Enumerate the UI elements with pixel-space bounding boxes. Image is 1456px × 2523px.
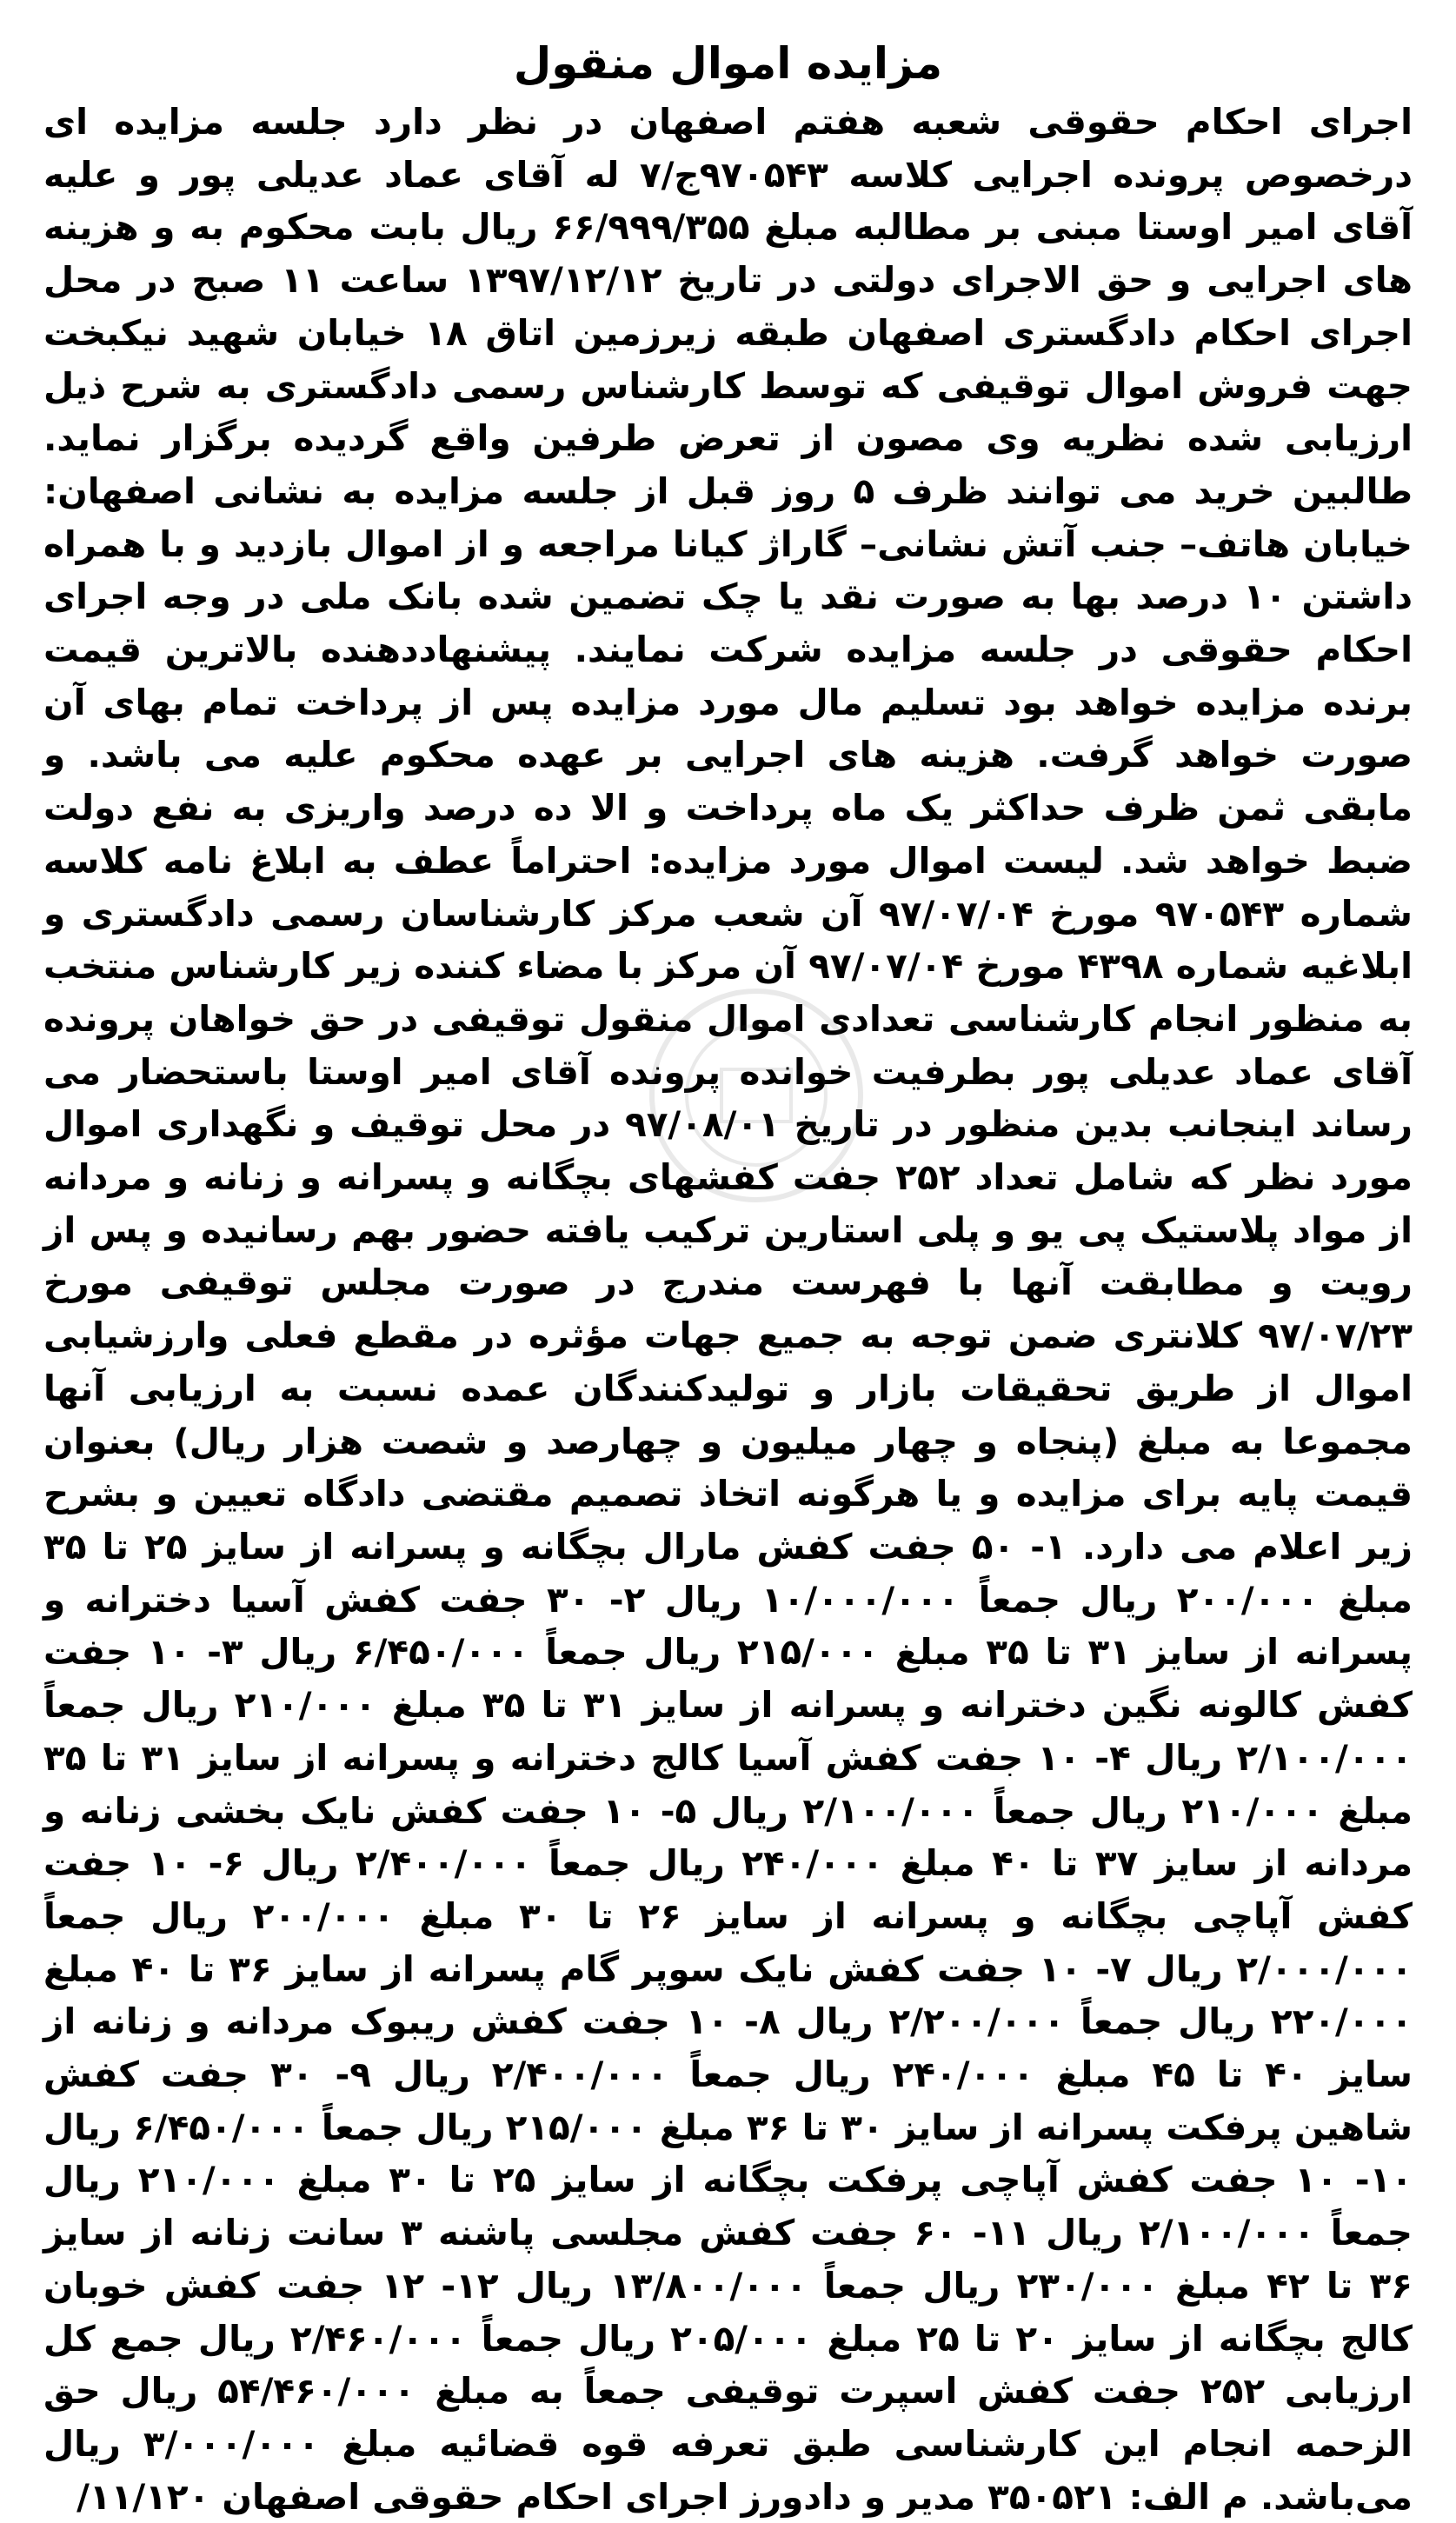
notice-title: مزایده اموال منقول	[513, 38, 943, 89]
notice-body: اجرای احکام حقوقی شعبه هفتم اصفهان در نظر دارد جلسه مزایده ای درخصوص پرونده اجرایی کلاسه ۹۷۰۵۴۳ج/۷ له آقای عماد عدیلی پور و علیه آقای امیر اوستا مبنی بر مطالبه مبلغ ۶۶/۹۹۹/۳۵۵ ریال بابت محکوم به و هزینه های اجرایی و حق الاجرای دولتی در تاریخ ۱۳۹۷/۱۲/۱۲ ساعت ۱۱ صبح در محل اجرای احکام دادگستری اصفهان طبقه زیرزمین اتاق ۱۸ خیابان شهید نیکبخت جهت فروش اموال توقیفی که توسط کارشناس رسمی دادگستری به شرح ذیل ارزیابی شده نظریه وی مصون از تعرض طرفین واقع گردیده برگزار نماید. طالبین خرید می توانند ظرف ۵ روز قبل از جلسه مزایده به نشانی اصفهان: خیابان هاتف– جنب آتش نشانی– گاراژ کیانا مراجعه و از اموال بازدید و با همراه داشتن ۱۰ درصد بها به صورت نقد یا چک تضمین شده بانک ملی در وجه اجرای احکام حقوقی در جلسه مزایده شرکت نمایند. پیشنهاددهنده بالاترین قیمت برنده مزایده خواهد بود تسلیم مال مورد مزایده پس از پرداخت تمام بهای آن صورت خواهد گرفت. هزینه های اجرایی بر عهده محکوم علیه می باشد. و مابقی ثمن ظرف حداکثر یک ماه پرداخت و الا ده درصد واریزی به نفع دولت ضبط خواهد شد. لیست اموال مورد مزایده: احتراماً عطف به ابلاغ نامه کلاسه شماره ۹۷۰۵۴۳ مورخ ۹۷/۰۷/۰۴ آن شعب مرکز کارشناسان رسمی دادگستری و ابلاغیه شماره ۴۳۹۸ مورخ ۹۷/۰۷/۰۴ آن مرکز با مضاء کننده زیر کارشناس منتخب به منظور انجام کارشناسی تعدادی اموال منقول توقیفی در حق خواهان پرونده آقای عماد عدیلی پور بطرفیت خوانده پرونده آقای امیر اوستا باستحضار می رساند اینجانب بدین منظور در تاریخ ۹۷/۰۸/۰۱ در محل توقیف و نگهداری اموال مورد نظر که شامل تعداد ۲۵۲ جفت کفشهای بچگانه و پسرانه و زنانه و مردانه از مواد پلاستیک پی یو و پلی استارین ترکیب یافته حضور بهم رسانیده و پس از رویت و مطابقت آنها با فهرست مندرج در صورت مجلس توقیفی مورخ ۹۷/۰۷/۲۳ کلانتری ضمن توجه به جمیع جهات مؤثره در مقطع فعلی وارزشیابی اموال از طریق تحقیقات بازار و تولیدکنندگان عمده نسبت به ارزیابی آنها مجموعا به مبلغ (پنجاه و چهار میلیون و چهارصد و شصت هزار ریال) بعنوان قیمت پایه برای مزایده و یا هرگونه اتخاذ تصمیم مقتضی دادگاه تعیین و بشرح زیر اعلام می دارد. ۱- ۵۰ جفت کفش مارال بچگانه و پسرانه از سایز ۲۵ تا ۳۵ مبلغ ۲۰۰/۰۰۰ ریال جمعاً ۱۰/۰۰۰/۰۰۰ ریال ۲- ۳۰ جفت کفش آسیا دخترانه و پسرانه از سایز ۳۱ تا ۳۵ مبلغ ۲۱۵/۰۰۰ ریال جمعاً ۶/۴۵۰/۰۰۰ ریال ۳- ۱۰ جفت کفش کالونه نگین دخترانه و پسرانه از سایز ۳۱ تا ۳۵ مبلغ ۲۱۰/۰۰۰ ریال جمعاً ۲/۱۰۰/۰۰۰ ریال ۴- ۱۰ جفت کفش آسیا کالج دخترانه و پسرانه از سایز ۳۱ تا ۳۵ مبلغ ۲۱۰/۰۰۰ ریال جمعاً ۲/۱۰۰/۰۰۰ ریال ۵- ۱۰ جفت کفش نایک بخشی زنانه و مردانه از سایز ۳۷ تا ۴۰ مبلغ ۲۴۰/۰۰۰ ریال جمعاً ۲/۴۰۰/۰۰۰ ریال ۶- ۱۰ جفت کفش آپاچی بچگانه و پسرانه از سایز ۲۶ تا ۳۰ مبلغ ۲۰۰/۰۰۰ ریال جمعاً ۲/۰۰۰/۰۰۰ ریال ۷- ۱۰ جفت کفش نایک سوپر گام پسرانه از سایز ۳۶ تا ۴۰ مبلغ ۲۲۰/۰۰۰ ریال جمعاً ۲/۲۰۰/۰۰۰ ریال ۸- ۱۰ جفت کفش ریبوک مردانه و زنانه از سایز ۴۰ تا ۴۵ مبلغ ۲۴۰/۰۰۰ ریال جمعاً ۲/۴۰۰/۰۰۰ ریال ۹- ۳۰ جفت کفش شاهین پرفکت پسرانه از سایز ۳۰ تا ۳۶ مبلغ ۲۱۵/۰۰۰ ریال جمعاً ۶/۴۵۰/۰۰۰ ریال ۱۰- ۱۰ جفت کفش آپاچی پرفکت بچگانه از سایز ۲۵ تا ۳۰ مبلغ ۲۱۰/۰۰۰ ریال جمعاً ۲/۱۰۰/۰۰۰ ریال ۱۱- ۶۰ جفت کفش مجلسی پاشنه ۳ سانت زنانه از سایز ۳۶ تا ۴۲ مبلغ ۲۳۰/۰۰۰ ریال جمعاً ۱۳/۸۰۰/۰۰۰ ریال ۱۲- ۱۲ جفت کفش خوبان کالج بچگانه از سایز ۲۰ تا ۲۵ مبلغ ۲۰۵/۰۰۰ ریال جمعاً ۲/۴۶۰/۰۰۰ ریال جمع کل ارزیابی ۲۵۲ جفت کفش اسپرت توقیفی جمعاً به مبلغ ۵۴/۴۶۰/۰۰۰ ریال حق الزحمه انجام این کارشناسی طبق تعرفه قوه قضائیه مبلغ ۳/۰۰۰/۰۰۰ ریال می‌باشد. م الف: ۳۵۰۵۲۱ مدیر و دادورز اجرای احکام حقوقی اصفهان ۱۱/۱۲۰/	[43, 101, 1413, 2518]
